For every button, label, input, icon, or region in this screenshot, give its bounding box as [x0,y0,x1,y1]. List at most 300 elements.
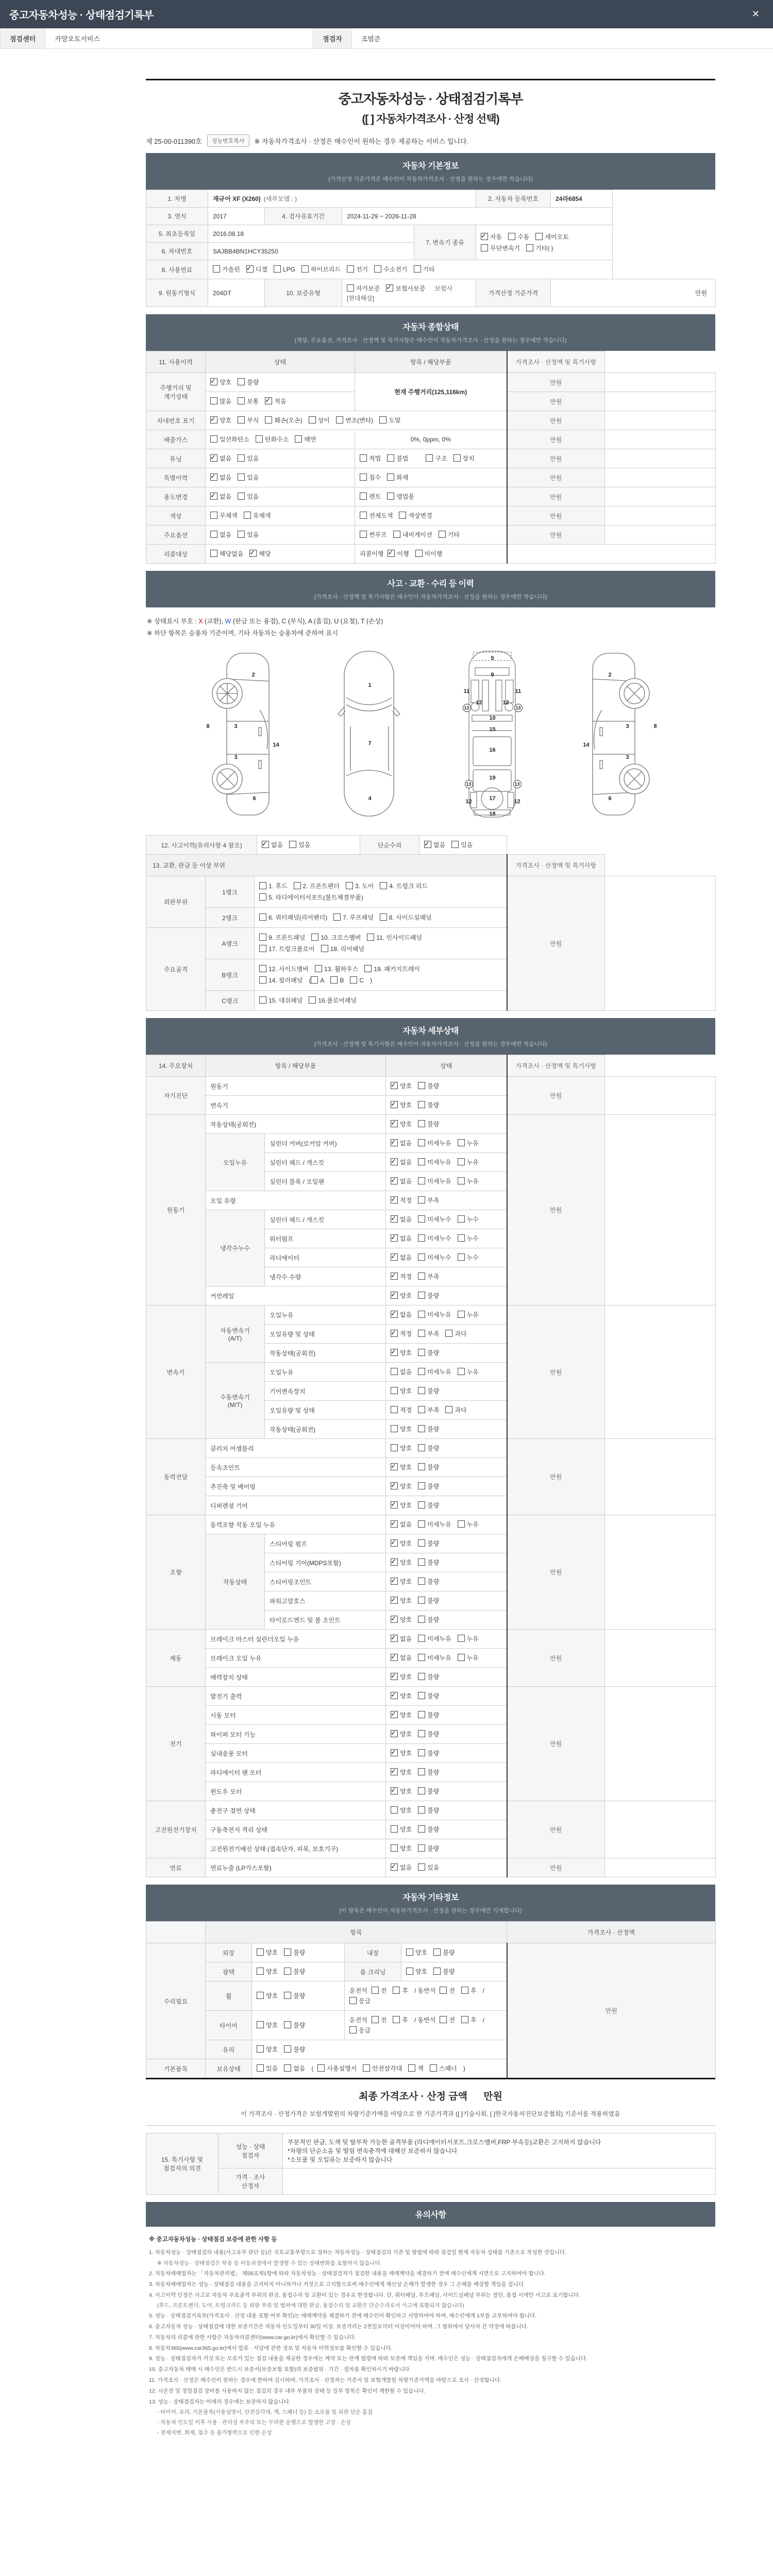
checkbox-icon[interactable] [418,1406,425,1413]
checkbox-icon[interactable] [433,1968,441,1975]
checkbox-option[interactable]: 부족 [418,1329,439,1339]
checkbox-option[interactable]: 불량 [418,1462,439,1472]
checkbox-option[interactable]: 불량 [418,1748,439,1758]
checkbox-icon[interactable] [418,1177,425,1184]
checkbox-option[interactable]: ✓ 적정 [391,1329,412,1339]
checkbox-cell[interactable] [386,1401,507,1420]
checkbox-option[interactable]: 8. 사이드실패널 [380,912,432,923]
checkbox-option[interactable]: 불량 [433,1947,455,1958]
checkbox-cell[interactable] [252,2040,507,2059]
checkbox-option[interactable]: 훼손(오손) [265,415,302,426]
checkbox-icon[interactable] [372,1987,379,1994]
checked-checkbox-icon[interactable] [481,233,488,240]
checkbox-icon[interactable] [238,416,245,423]
checkbox-option[interactable]: ✓ 없음 [391,1252,412,1263]
checkbox-option[interactable]: 수동 [508,232,529,242]
checkbox-option[interactable]: ✓ 없음 [391,1176,412,1187]
checkbox-icon[interactable] [445,1330,452,1337]
checkbox-option[interactable]: 해당없음 [210,549,243,559]
checkbox-option[interactable]: 양호 [257,1967,278,1977]
checkbox-icon[interactable] [367,934,374,941]
checkbox-option[interactable]: 불량 [418,1481,439,1492]
checkbox-cell[interactable] [255,908,507,928]
checkbox-icon[interactable] [259,934,266,941]
checkbox-option[interactable]: ✓ 양호 [391,1119,412,1129]
checkbox-icon[interactable] [259,893,266,901]
checkbox-icon[interactable] [418,1463,425,1470]
checkbox-icon[interactable] [458,1158,465,1165]
checked-checkbox-icon[interactable] [391,1139,398,1146]
checkbox-icon[interactable] [418,1482,425,1489]
checkbox-option[interactable]: 미세누유 [418,1653,451,1663]
checkbox-icon[interactable] [440,1987,447,1994]
checkbox-option[interactable]: 부족 [418,1272,439,1282]
checkbox-icon[interactable] [508,233,515,240]
checkbox-option[interactable]: ✓ 없음 [391,1310,412,1320]
checkbox-option[interactable]: 불량 [418,1119,439,1129]
checkbox-cell[interactable]: 운전석 전 후 / 동반석 전 후 /응급 [345,1981,507,2011]
checkbox-cell[interactable] [386,1191,507,1210]
checkbox-cell[interactable] [255,876,507,908]
checked-checkbox-icon[interactable] [391,1501,398,1509]
checkbox-icon[interactable] [360,493,367,500]
checkbox-icon[interactable] [363,2064,370,2072]
checkbox-option[interactable]: 16.플로어패널 [309,995,357,1006]
checkbox-option[interactable]: 썬루프 [360,530,387,540]
checkbox-option[interactable]: 많음 [210,396,231,406]
checkbox-option[interactable]: 4. 트렁크 리드 [380,881,428,891]
checkbox-icon[interactable] [418,1215,425,1223]
checkbox-cell[interactable] [386,1763,507,1782]
checkbox-icon[interactable] [244,512,251,519]
checked-checkbox-icon[interactable] [391,1558,398,1566]
checkbox-cell[interactable] [386,1534,507,1553]
checkbox-option[interactable]: 색상변경 [399,511,432,521]
checked-checkbox-icon[interactable] [210,454,217,462]
checkbox-icon[interactable] [458,1234,465,1242]
checkbox-icon[interactable] [391,1368,398,1375]
checkbox-option[interactable]: 누수 [458,1252,479,1263]
checkbox-icon[interactable] [535,233,543,240]
checkbox-icon[interactable] [418,1539,425,1547]
checkbox-option[interactable]: 있음 [238,453,259,464]
checkbox-option[interactable]: 양호 [391,1843,412,1854]
checked-checkbox-icon[interactable] [391,1692,398,1699]
checkbox-cell[interactable] [386,1286,507,1306]
checkbox-cell[interactable] [401,1943,507,1962]
checkbox-option[interactable]: ✓ 양호 [391,1577,412,1587]
checkbox-option[interactable]: 잭 [408,2063,424,2074]
checkbox-option[interactable]: 전 [372,1986,387,1996]
checked-checkbox-icon[interactable] [391,1253,398,1261]
checkbox-option[interactable]: 상이 [309,415,330,426]
checkbox-icon[interactable] [257,2021,264,2028]
checkbox-cell[interactable] [386,1744,507,1763]
checkbox-option[interactable]: 응급 [349,2025,371,2036]
checkbox-option[interactable]: ✓ 보험사보증 [386,283,425,294]
checkbox-option[interactable]: 없음 [210,530,231,540]
checkbox-cell[interactable]: 운전석 전 후 / 동반석 전 후 /응급 [345,2011,507,2040]
checkbox-cell[interactable] [386,1115,507,1134]
checkbox-cell[interactable] [255,991,507,1011]
checkbox-icon[interactable] [321,945,328,952]
checkbox-option[interactable]: 미세누수 [418,1214,451,1225]
checkbox-option[interactable]: 양호 [391,1443,412,1453]
checkbox-option[interactable]: 기타( ) [526,243,553,253]
checkbox-icon[interactable] [259,945,266,952]
checkbox-option[interactable]: 없음 [391,1367,412,1377]
checkbox-option[interactable]: 불량 [418,1824,439,1835]
checkbox-option[interactable]: 양호 [406,1967,427,1977]
checkbox-option[interactable]: 양호 [257,2020,278,2030]
checkbox-icon[interactable] [391,1406,398,1413]
checkbox-icon[interactable] [372,2016,379,2023]
checkbox-option[interactable]: 자가보증 [347,283,380,294]
checkbox-option[interactable]: 렌트 [360,492,381,502]
checkbox-icon[interactable] [418,1253,425,1261]
checkbox-option[interactable]: ✓ 없음 [391,1214,412,1225]
checkbox-cell[interactable] [386,1344,507,1363]
checkbox-icon[interactable] [210,550,217,557]
checkbox-icon[interactable] [289,841,296,848]
checkbox-option[interactable]: 불량 [418,1443,439,1453]
checkbox-option[interactable]: ✓ 없음 [391,1157,412,1167]
checkbox-option[interactable]: ✓ 없음 [210,492,231,502]
checkbox-option[interactable]: 양호 [391,1424,412,1434]
checkbox-option[interactable]: ✓ 양호 [391,1291,412,1301]
checkbox-icon[interactable] [336,416,343,423]
checked-checkbox-icon[interactable] [391,1463,398,1470]
checkbox-option[interactable]: 양호 [391,1805,412,1816]
checkbox-option[interactable]: 있음 [238,530,259,540]
checkbox-icon[interactable] [349,2026,357,2033]
checkbox-icon[interactable] [210,531,217,538]
checkbox-option[interactable]: 있음 [418,1862,439,1873]
checkbox-icon[interactable] [311,934,318,941]
checkbox-icon[interactable] [433,1948,441,1956]
checkbox-option[interactable]: 불량 [418,1691,439,1701]
checkbox-icon[interactable] [458,1215,465,1223]
checked-checkbox-icon[interactable] [391,1616,398,1623]
checkbox-icon[interactable] [418,1349,425,1356]
checkbox-icon[interactable] [408,2064,415,2072]
checkbox-icon[interactable] [458,1368,465,1375]
checkbox-option[interactable]: 누유 [458,1634,479,1644]
checkbox-option[interactable]: 양호 [391,1386,412,1396]
checkbox-icon[interactable] [445,1406,452,1413]
checkbox-icon[interactable] [387,454,394,462]
checkbox-icon[interactable] [418,1635,425,1642]
checkbox-option[interactable]: 부족 [418,1405,439,1415]
checkbox-icon[interactable] [256,435,263,443]
checkbox-option[interactable]: 미세누유 [418,1634,451,1644]
checkbox-icon[interactable] [399,512,406,519]
checkbox-icon[interactable] [418,1520,425,1528]
checkbox-option[interactable]: 전 [372,2015,387,2025]
checkbox-option[interactable]: 불량 [418,1615,439,1625]
checkbox-icon[interactable] [284,2064,291,2072]
checkbox-cell[interactable] [476,225,613,260]
checkbox-option[interactable]: ✓ 없음 [210,453,231,464]
checkbox-cell[interactable] [386,1153,507,1172]
checkbox-option[interactable]: 불량 [418,1577,439,1587]
checked-checkbox-icon[interactable] [391,1654,398,1661]
checkbox-option[interactable]: A [311,975,324,986]
checkbox-option[interactable]: 불량 [418,1557,439,1568]
checkbox-cell[interactable] [257,836,360,855]
checkbox-cell[interactable]: 있음 없음 ( 사용설명서 안전삼각대 잭 스패너 ) [252,2059,507,2078]
checkbox-icon[interactable] [418,1101,425,1108]
checkbox-icon[interactable] [315,965,322,972]
checkbox-icon[interactable] [265,416,272,423]
checkbox-option[interactable]: 양호 [406,1947,427,1958]
checkbox-option[interactable]: 세미오토 [535,232,568,242]
car-side-right-diagram[interactable] [566,644,664,822]
checkbox-option[interactable]: 누수 [458,1233,479,1244]
checkbox-option[interactable]: 누유 [458,1310,479,1320]
checkbox-icon[interactable] [238,454,245,462]
checkbox-option[interactable]: 미세누유 [418,1367,451,1377]
checkbox-icon[interactable] [418,1597,425,1604]
checkbox-cell[interactable] [386,1649,507,1668]
checkbox-option[interactable]: 불량 [418,1081,439,1091]
checkbox-cell[interactable] [386,1267,507,1286]
checkbox-icon[interactable] [350,976,357,984]
checkbox-option[interactable]: 있음 [257,2063,278,2074]
checked-checkbox-icon[interactable] [391,1863,398,1871]
checkbox-option[interactable]: 후 [461,2015,477,2025]
checked-checkbox-icon[interactable] [391,1539,398,1547]
checkbox-option[interactable]: ✓ 디젤 [246,264,267,275]
checkbox-option[interactable]: ✓ 양호 [391,1100,412,1110]
checkbox-icon[interactable] [439,531,446,538]
checkbox-option[interactable]: 응급 [349,1996,371,2006]
checkbox-icon[interactable] [391,1444,398,1451]
checkbox-option[interactable]: 기타 [439,530,460,540]
checkbox-icon[interactable] [458,1139,465,1146]
checkbox-icon[interactable] [418,1768,425,1775]
checkbox-icon[interactable] [259,996,266,1004]
checkbox-option[interactable]: ✓양호 [210,377,231,387]
checkbox-option[interactable]: ✓ 없음 [424,840,445,850]
checkbox-option[interactable]: ✓ 없음 [391,1653,412,1663]
checkbox-cell[interactable] [386,1248,507,1267]
checkbox-option[interactable]: 있음 [238,492,259,502]
checkbox-cell[interactable] [206,373,355,392]
checkbox-icon[interactable] [349,1997,357,2004]
checkbox-cell[interactable] [386,1439,507,1458]
checkbox-option[interactable]: 양호 [257,1991,278,2001]
checkbox-icon[interactable] [259,965,266,972]
checkbox-icon[interactable] [418,1578,425,1585]
checkbox-cell[interactable] [206,411,507,430]
checked-checkbox-icon[interactable] [210,416,217,423]
checked-checkbox-icon[interactable] [424,841,431,848]
checkbox-option[interactable]: 19. 패키지트레이 [364,964,420,974]
checkbox-icon[interactable] [418,1825,425,1833]
checkbox-icon[interactable] [238,531,245,538]
checkbox-option[interactable]: 11. 인사이드패널 [367,933,422,943]
checkbox-icon[interactable] [360,473,367,481]
checked-checkbox-icon[interactable] [391,1787,398,1794]
checkbox-option[interactable]: 불량 [418,1348,439,1358]
checkbox-cell[interactable] [386,1496,507,1515]
checkbox-icon[interactable] [418,1139,425,1146]
checkbox-icon[interactable] [379,416,386,423]
checkbox-option[interactable]: 13. 휠하우스 [315,964,358,974]
checkbox-option[interactable]: 양호 [257,2044,278,2055]
checkbox-icon[interactable] [458,1177,465,1184]
checkbox-icon[interactable] [360,531,367,538]
checkbox-icon[interactable] [301,265,309,273]
checkbox-cell[interactable] [386,1706,507,1725]
checkbox-option[interactable]: ✓ 양호 [391,1767,412,1777]
checkbox-option[interactable]: ✓ 양호 [391,1596,412,1606]
checked-checkbox-icon[interactable] [391,1082,398,1089]
checkbox-icon[interactable] [374,265,381,273]
checkbox-icon[interactable] [364,965,372,972]
checkbox-option[interactable]: 미이행 [415,549,443,559]
checkbox-option[interactable]: 기타 [414,264,435,275]
checkbox-option[interactable]: 가솔린 [213,264,240,275]
checkbox-option[interactable]: 미세누유 [418,1310,451,1320]
checkbox-icon[interactable] [380,882,387,889]
checkbox-cell[interactable] [386,1725,507,1744]
checkbox-cell[interactable] [386,1782,507,1801]
checkbox-option[interactable]: 양호 [391,1824,412,1835]
checkbox-cell[interactable] [252,1981,345,2011]
checkbox-icon[interactable] [430,2064,437,2072]
checkbox-icon[interactable] [418,1692,425,1699]
checked-checkbox-icon[interactable] [391,1520,398,1528]
checkbox-icon[interactable] [360,512,367,519]
checkbox-icon[interactable] [284,2021,291,2028]
checkbox-icon[interactable] [418,1673,425,1680]
checked-checkbox-icon[interactable] [391,1273,398,1280]
checked-checkbox-icon[interactable] [391,1311,398,1318]
checkbox-option[interactable]: ✓ 양호 [391,1710,412,1720]
checkbox-option[interactable]: 불량 [418,1424,439,1434]
checkbox-option[interactable]: ✓ 없음 [210,472,231,483]
checkbox-cell[interactable] [386,1077,507,1096]
checkbox-cell[interactable] [386,1477,507,1496]
checkbox-option[interactable]: ✓ 양호 [391,1081,412,1091]
car-top-diagram[interactable] [321,644,418,822]
checkbox-option[interactable]: 장치 [453,453,475,464]
checkbox-option[interactable]: ✓ 적정 [391,1272,412,1282]
checkbox-option[interactable]: 18. 리어패널 [321,944,364,954]
checkbox-icon[interactable] [393,1987,400,1994]
checkbox-option[interactable]: 불량 [418,1100,439,1110]
checkbox-cell[interactable] [386,1820,507,1839]
checkbox-cell[interactable] [386,1172,507,1191]
checkbox-option[interactable]: 영업용 [387,492,414,502]
checkbox-option[interactable]: 불량 [418,1596,439,1606]
checkbox-icon[interactable] [415,550,423,557]
checkbox-cell[interactable]: 자가보증 ✓ 보험사보증 보험사 [현대해상] [342,279,476,307]
checkbox-cell[interactable] [386,1363,507,1382]
checkbox-option[interactable]: 후 [461,1986,477,1996]
checkbox-option[interactable]: 불량 [418,1805,439,1816]
checkbox-option[interactable]: 후 [393,2015,408,2025]
checkbox-option[interactable]: 있음 [451,840,473,850]
checked-checkbox-icon[interactable] [391,1330,398,1337]
checkbox-cell[interactable] [355,487,507,506]
checkbox-option[interactable]: 안전삼각대 [363,2063,402,2074]
checked-checkbox-icon[interactable] [386,284,393,292]
checkbox-option[interactable]: 불량 [418,1843,439,1854]
checkbox-option[interactable]: 침수 [360,472,381,483]
checkbox-icon[interactable] [418,1234,425,1242]
checkbox-icon[interactable] [238,493,245,500]
checkbox-icon[interactable] [284,1948,291,1956]
checkbox-option[interactable]: 불량 [284,2020,305,2030]
checked-checkbox-icon[interactable] [391,1749,398,1756]
checkbox-cell[interactable] [355,468,507,487]
checkbox-cell[interactable] [386,1668,507,1687]
checkbox-icon[interactable] [418,1844,425,1852]
checkbox-icon[interactable] [418,1730,425,1737]
checkbox-option[interactable]: 있음 [289,840,310,850]
checkbox-option[interactable]: ✓ 양호 [391,1538,412,1549]
checkbox-cell[interactable] [386,1591,507,1611]
checkbox-option[interactable]: 불량 [418,1291,439,1301]
checked-checkbox-icon[interactable] [391,1349,398,1356]
checkbox-option[interactable]: 일산화탄소 [210,434,249,445]
checkbox-option[interactable]: 구조 [426,453,447,464]
checkbox-option[interactable]: 적법 [360,453,381,464]
checkbox-cell[interactable] [386,1096,507,1115]
checkbox-icon[interactable] [330,976,338,984]
checkbox-icon[interactable] [391,1825,398,1833]
checkbox-option[interactable]: 매연 [295,434,316,445]
checkbox-icon[interactable] [458,1253,465,1261]
checkbox-icon[interactable] [418,1654,425,1661]
checkbox-option[interactable]: 불량 [284,1991,305,2001]
checkbox-icon[interactable] [274,265,281,273]
checkbox-option[interactable]: 누유 [458,1367,479,1377]
checkbox-option[interactable]: ✓ 양호 [391,1557,412,1568]
checkbox-option[interactable]: ✓ 양호 [391,1691,412,1701]
car-side-left-diagram[interactable] [198,644,296,822]
checkbox-icon[interactable] [418,1082,425,1089]
checkbox-option[interactable]: 불량 [433,1967,455,1977]
checkbox-icon[interactable] [418,1749,425,1756]
checkbox-cell[interactable] [386,1687,507,1706]
checkbox-option[interactable]: 미세누유 [418,1519,451,1530]
checkbox-cell[interactable] [206,487,355,506]
checkbox-icon[interactable] [418,1120,425,1127]
checkbox-option[interactable]: B [330,975,344,986]
checkbox-cell[interactable] [401,1962,507,1981]
checkbox-icon[interactable] [210,512,217,519]
checkbox-option[interactable]: 사용설명서 [317,2063,357,2074]
checked-checkbox-icon[interactable] [210,493,217,500]
checkbox-option[interactable]: 불량 [284,1947,305,1958]
checkbox-option[interactable]: 과다 [445,1329,466,1339]
checkbox-option[interactable]: 14. 필러패널 [259,975,303,986]
checked-checkbox-icon[interactable] [265,397,272,404]
checkbox-cell[interactable] [206,526,355,545]
checkbox-cell[interactable] [206,545,355,564]
checkbox-option[interactable]: 불량 [418,1710,439,1720]
checkbox-option[interactable]: 적정 [391,1405,412,1415]
checkbox-cell[interactable] [252,2011,345,2040]
checkbox-icon[interactable] [333,913,341,921]
checkbox-option[interactable]: 과다 [445,1405,466,1415]
checked-checkbox-icon[interactable] [391,1101,398,1108]
checkbox-icon[interactable] [295,435,302,443]
